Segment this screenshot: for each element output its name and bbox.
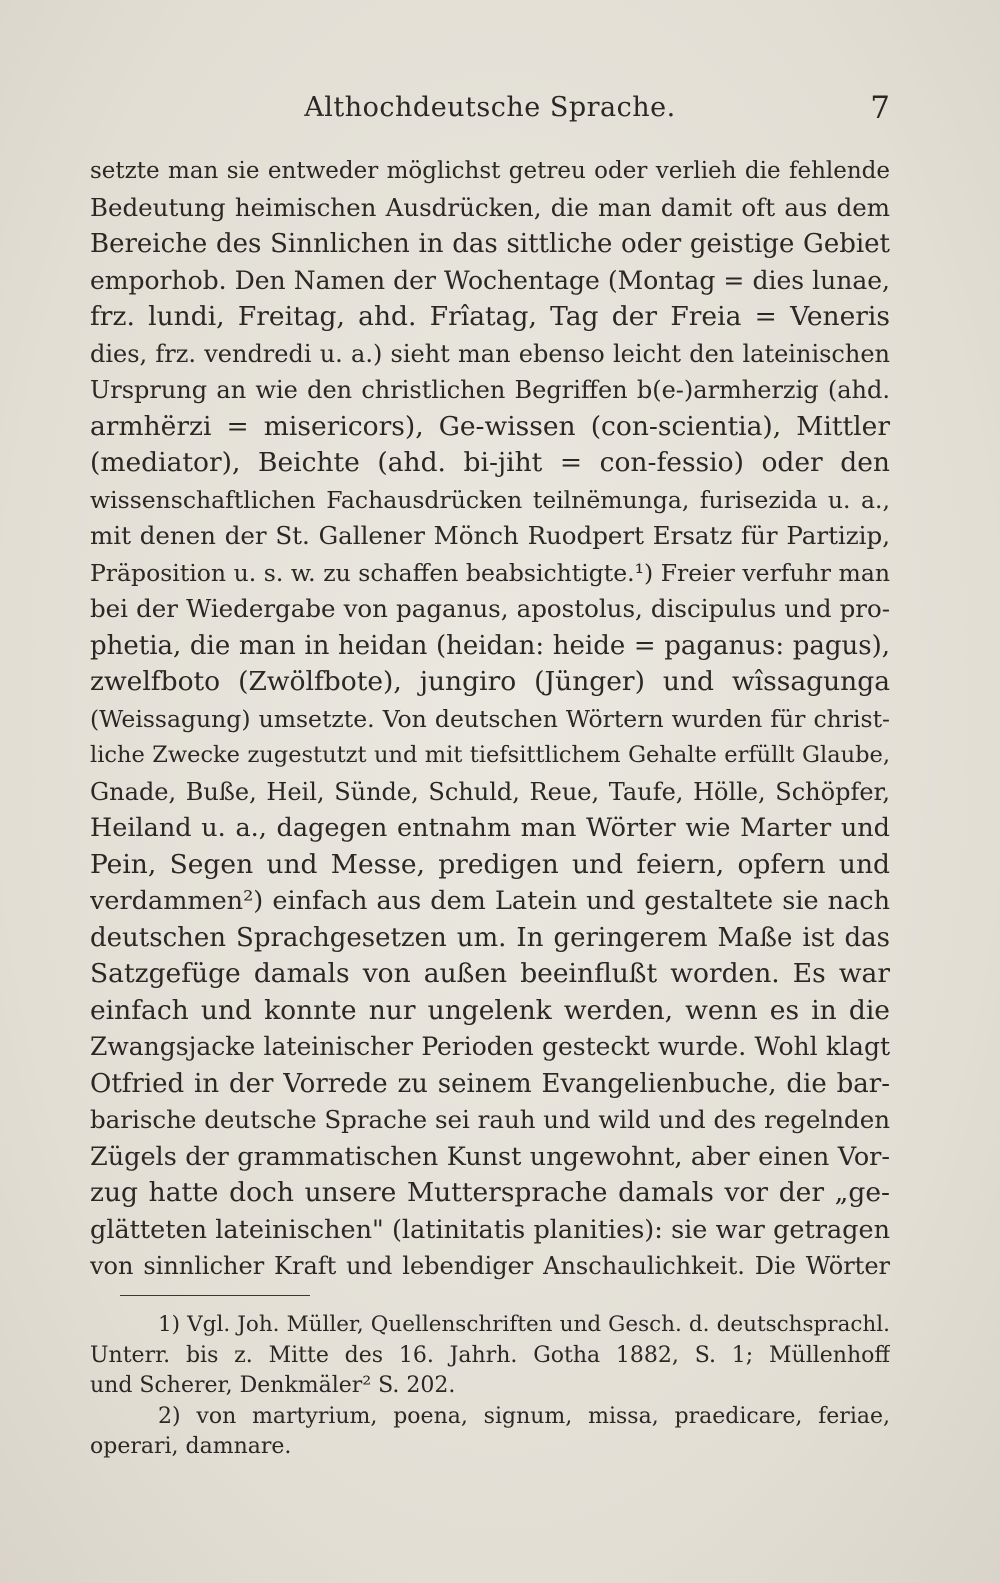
text-line: Bedeutung heimischen Ausdrücken, die man damit oft aus dem [90,192,890,222]
text-line: bei der Wiedergabe von paganus, apostolus, discipulus und pro- [90,594,890,623]
text-line: liche Zwecke zugestutzt und mit tiefsittlichem Gehalte erfüllt Glaube, [90,742,890,768]
footnote-line: Unterr. bis z. Mitte des 16. Jahrh. Gotha 1882, S. 1; Müllenhoff [90,1342,890,1368]
text-line: (Weissagung) umsetzte. Von deutschen Wörtern wurden für christ- [90,704,890,733]
body-text [90,153,890,1285]
text-line: dies, frz. vendredi u. a.) sieht man ebenso leicht den lateinischen [90,339,890,368]
text-line: Ursprung an wie den christlichen Begriffen b(e-)armherzig (ahd. [90,376,890,404]
footnotes [90,1310,890,1463]
text-line: phetia, die man in heidan (heidan: heide = paganus: pagus), [90,630,890,661]
text-line: einfach und konnte nur ungelenk werden, wenn es in die [90,994,890,1026]
text-line: zwelfboto (Zwölfbote), jungiro (Jünger) und wîssagunga [90,666,890,697]
footnote-line: 2) von martyrium, poena, signum, missa, praedicare, feriae, [158,1403,890,1429]
running-title: Althochdeutsche Sprache. [304,92,676,123]
text-line: mit denen der St. Gallener Mönch Ruodpert Ersatz für Partizip, [90,521,890,550]
text-line: Gnade, Buße, Heil, Sünde, Schuld, Reue, Taufe, Hölle, Schöpfer, [90,777,890,806]
text-line: (mediator), Beichte (ahd. bi-jiht = con-fessio) oder den [90,447,890,478]
footnote-divider [120,1295,310,1296]
text-line: Präposition u. s. w. zu schaffen beabsichtigte.¹) Freier verfuhr man [90,558,890,587]
footnote-line: und Scherer, Denkmäler² S. 202. [90,1373,456,1398]
running-head [90,92,890,132]
text-line: armhërzi = misericors), Ge-wissen (con-scientia), Mittler [90,410,890,442]
text-line: Bereiche des Sinnlichen in das sittliche oder geistige Gebiet [90,229,890,259]
text-line: barische deutsche Sprache sei rauh und wild und des regelnden [90,1105,890,1134]
page-number: 7 [870,90,890,126]
text-line: frz. lundi, Freitag, ahd. Frîatag, Tag der Freia = Veneris [90,301,890,332]
text-line: deutschen Sprachgesetzen um. In geringerem Maße ist das [90,922,890,953]
text-line: verdammen²) einfach aus dem Latein und gestaltete sie nach [90,886,890,916]
text-line: Pein, Segen und Messe, predigen und feiern, opfern und [90,848,890,880]
text-line: von sinnlicher Kraft und lebendiger Anschaulichkeit. Die Wörter [90,1252,890,1280]
text-line: emporhob. Den Namen der Wochentage (Montag = dies lunae, [90,265,890,295]
text-line: Zügels der grammatischen Kunst ungewohnt, aber einen Vor- [90,1141,890,1172]
text-line: zug hatte doch unsere Muttersprache damals vor der „ge- [90,1177,890,1208]
text-line: Heiland u. a., dagegen entnahm man Wörter wie Marter und [90,813,890,843]
text-line: wissenschaftlichen Fachausdrücken teilnëmunga, furisezida u. a., [90,485,890,514]
footnote-line: operari, damnare. [90,1434,292,1459]
text-line: setzte man sie entweder möglichst getreu oder verlieh die fehlende [90,158,890,184]
text-line: Otfried in der Vorrede zu seinem Evangelienbuche, die bar- [90,1068,890,1099]
footnote-line: 1) Vgl. Joh. Müller, Quellenschriften und Gesch. d. deutschsprachl. [158,1312,890,1337]
text-line: glätteten lateinischen" (latinitatis planities): sie war getragen [90,1214,890,1245]
text-line: Zwangsjacke lateinischer Perioden gesteckt wurde. Wohl klagt [90,1032,890,1061]
text-line: Satzgefüge damals von außen beeinflußt worden. Es war [90,958,890,989]
